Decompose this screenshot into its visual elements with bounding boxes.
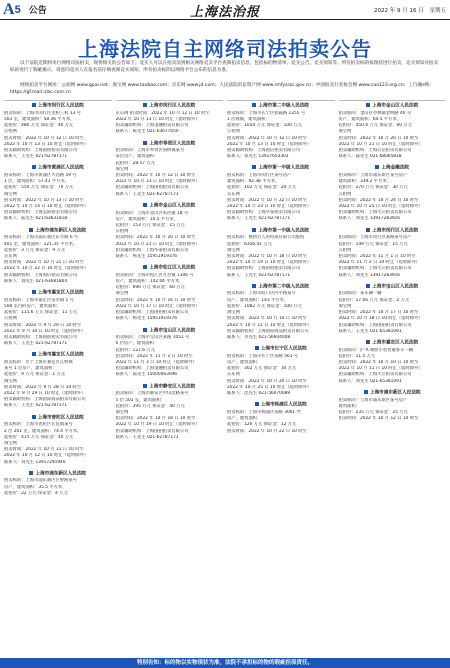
notice-line: 联系人：王先生 021-62787171 [4,403,68,409]
notice-line: 2022 年 10 月 17 日 10 时止（延时除外） [115,303,200,309]
notice-line: 联系人：王先生 021-62787171 [115,434,179,440]
notice-line: 拍卖标的：上海市普陀区长征镇某号 [4,422,73,428]
notice-line: 2022 年 10 月 25 日 10 时止（延时除外） [338,204,423,210]
notice-line: 5 层 501 室，建筑面积： [115,397,165,403]
notice-line: 起拍价：270 万元 保证金：30 万元 [338,185,408,191]
notice-court-title: 上海市黄浦区人民法院 [4,165,112,172]
notice-line: 拍卖辅助机构：上海金融拍卖有限公司 [115,366,189,372]
notice-line: 拍卖时间：2022 年 10 月 24 日 10 时至 [227,378,307,384]
notice-line: 拍卖时间：2022 年 10 月 13 日 10 时至 [4,197,84,203]
auction-notice [4,290,112,347]
page-header [0,0,450,20]
notice-line: 京东网 [4,253,17,259]
notice-line: 6 层房产，建筑面积： [115,341,159,347]
notice-line: 起拍价：415 万元 保证金：40 万元 [4,434,74,440]
auction-notice [4,415,112,466]
notice-line: 淘宝网 [115,409,129,415]
notice-line: 联系人：王先生 021-62787171 [227,272,291,278]
auction-notice [227,165,335,222]
notice-line: 京东网 [227,191,240,197]
notice-line: 拍卖时间：2022 年 10 月 12 日 10 时至 [4,135,84,141]
auction-notice [227,346,335,397]
notice-line: 联系人：杨先生 15951919376 [115,253,178,259]
notice-line: 房产，建筑面积：143 平方米， [227,297,289,303]
notice-line: 拍卖时间：2022 年 11 月 2 日 10 时至 [115,353,193,359]
auction-notice [227,284,335,341]
notice-line: 拍卖时间：2022 年 10 月 18 日 10 时至 [115,416,196,422]
notice-line: 起拍价：3 万元 保证金：9 万元 [4,247,66,253]
notice-line: 1 层，建筑面积：57.41 平方米， [4,179,70,185]
auction-notice [339,284,447,335]
notice-line: 拍卖辅助机构：上海华泰拍卖有限公司 [227,210,301,216]
notice-line: 拍卖标的：上海市嘉定区安亭镇 1 号 [4,297,74,303]
notice-court-title: 上海市浦东新区人民法院 [4,228,112,235]
notice-line: 联系人：刘先生 021-65381091 [338,378,402,384]
notice-court-title: 上海市嘉定区人民法院 [339,340,447,347]
notice-line: 2022 年 10 月 25 日 10 时止（延时除外） [227,384,312,390]
notice-line: 淘宝网 [115,291,129,297]
notice-line: 联系人：刘先生 021-63681804 [4,278,68,284]
notice-line: 拍卖标的：某车辆一辆 [338,291,382,297]
notice-line: 联系人：王先生 021-62787171 [4,154,68,160]
notice-line: 2022 年 10 月 23 日 10 时止（延时除外） [227,204,312,210]
platform-links-paragraph: 网络拍卖平台网址：公拍网 www.gpai.net；淘宝网 www.taobao.com；京东网 www.jd.com；人民法院诉讼资产网 www.rmfysszc.gov.cn；中国拍卖行业协会网 www.caa123.org.cn；工行融e购：https://gf.mall.icbc.com.cn [10,83,435,95]
notice-court-title: 上海市第一中级人民法院 [227,165,335,172]
notice-line: 拍卖标的：上海市浦东新区某号房产 [338,397,408,403]
notice-line: 联系人：刘先生 13917283916 [338,216,401,222]
notice-line: 拍卖辅助机构：上海国际商品拍卖有限公司 [4,397,86,403]
notice-court-title: 上海市金山区人民法院 [339,103,447,110]
notice-line: 拍卖时间：2022 年 10 月 12 日 10 时至 [115,173,196,179]
notice-line: 淘宝网 [115,166,129,172]
notice-line: 房产，建筑面积： [227,360,262,366]
notice-line: 建筑面积： [338,403,360,409]
notice-columns [4,100,446,656]
auction-notice [339,340,447,385]
intro-paragraph: 以下法院近期将举行网络司法拍卖，现将相关的公告如下。竞买人可以在拍卖前到相关网络竞卖平台查阅拍卖信息，包括标的物清单、竞买公告、竞买须知等。所有拍卖标的按现状进行拍卖，竞买须知对拍卖标的进行了瑕疵揭示。请意向竞买人在报名前仔细查阅竞买须知、所有拍卖标的以网络平台公布的信息为准。 [10,61,439,73]
notice-line: 起拍价：17.66 万元 保证金：2 万元 [338,297,410,303]
notice-line: 联系人：沈先生 021-56070089 [227,391,291,397]
notice-column [4,100,112,656]
auction-notice [227,402,335,435]
notice-line: 拍卖辅助机构：上海国拍拍卖有限公司 [115,185,189,191]
notice-court-title: 上海市闵行区人民法院 [339,228,447,235]
notice-line: 2022 年 10 月 21 日 10 时止（延时除外） [338,141,423,147]
notice-line: 淘宝网 [227,247,240,253]
notice-line: 2022 年 10 月 22 日 10 时止（延时除外） [4,266,89,272]
notice-column [339,100,447,656]
notice-line: 联系人：王先生 021-65381091 [338,328,402,334]
auction-notice [227,228,335,279]
notice-court-title: 上海市嘉定区人民法院 [4,290,112,297]
notice-line: 公拍网 [338,247,352,253]
notice-line: 起拍价：9 万元 保证金：1 万元 [4,372,66,378]
notice-line: 拍卖时间：2022 年 11 月 1 日 10 时至 [338,253,416,259]
notice-line: 508 室内的房产，建筑面积： [4,303,61,309]
notice-line: 联系人：刘先生 13917283916 [338,272,401,278]
notice-line: 起拍价：450.4 万元 保证金：60 万元 [338,123,412,129]
page-number-badge [0,0,21,20]
notice-line: 拍卖时间：2022 年 10 月 11 日 10 时至 [4,447,84,453]
notice-line: 拍卖辅助机构：上海国信拍卖有限公司 [227,147,301,153]
auction-notice [4,228,112,285]
notice-line: 拍卖时间：2022 年 10 月 20 日 10 时至 [115,235,196,241]
notice-line: 拍卖辅助机构：上海金融拍卖有限公司 [115,123,189,129]
notice-line: 拍卖标的：上海市长宁区仙霞路 1355 号 [227,110,306,116]
notice-line: 拍卖标的：上海市闵行区某号房产 [227,173,292,179]
notice-line: 拍卖辅助机构：上海国拍拍卖有限公司 [227,266,301,272]
auction-notice [339,103,447,160]
notice-line: 2022 年 10 月 18 日 10 时止（延时除外） [338,316,423,322]
notice-line: 起拍价：115.6 万元 保证金：11 万元 [4,310,78,316]
notice-line: 起拍价：395 万元 保证金：40 万元 [115,403,185,409]
notice-court-title: 上海市松江区人民法院 [116,265,224,272]
notice-line: 拍卖时间：2022 年 10 月 16 日 10 时至 [115,297,196,303]
notice-line: 公拍网 [227,129,240,135]
notice-court-title: 上海市宝山区人民法院 [116,328,224,335]
notice-line: 2022 年 10 月 11 日 10 时止（延时除外） [227,322,312,328]
notice-line: 401 室，建筑面积：121.35 平方米， [4,241,78,247]
notice-line: 2022 年 10 月 19 日 10 时止（延时除外） [115,422,200,428]
notice-line: 拍卖时间：2022 年 10 月 12 日 10 时至 [227,135,307,141]
notice-line: 起拍价：127.6 万元 [115,347,155,353]
notice-line: 拍卖标的：上海市静安区中山北路某号 [115,391,189,397]
notice-line: 拍卖辅助机构：上海弘阳拍卖有限公司 [4,210,78,216]
notice-line: 建筑面积：92.38 平方米， [227,179,280,185]
notice-line: 拍卖辅助机构：上海华泰拍卖有限公司 [115,247,189,253]
notice-court-title: 上海市第二中级人民法院 [227,284,335,291]
auction-notice [4,471,112,497]
notice-court-title: 上海市嘉定区人民法院 [4,352,112,359]
notice-line: 公拍网 [4,129,17,135]
notice-court-title: 上海市浦东新区人民法院 [4,471,112,478]
notice-line: 2022 年 10 月 12 日 10 时止（延时除外） [4,453,89,459]
notice-line: 淘宝网 [227,310,240,316]
notice-line: 联系人：陆先生 021-68085818 [338,154,402,160]
notice-line: 起拍价：302 万元 保证金：30 万元 [227,366,297,372]
notice-line: 淘宝网 [338,129,352,135]
notice-line: 淘宝网 [338,303,352,309]
notice-line: 拍卖标的：上海市浦东新区巨野路某号 [4,478,78,484]
notice-line: 2022 年 11 月 2 日 10 时止（延时除外） [338,260,420,266]
auction-notice [227,103,335,160]
auction-notice [116,141,224,198]
notice-line: 2022 年 10 月 14 日 10 时止（延时除外） [4,204,89,210]
auction-notice [339,390,447,423]
notice-line: 拍卖时间：2022 年 10 月 21 日 10 时至 [4,260,84,266]
notice-court-title: 上海市杨浦区人民法院 [227,402,335,409]
notice-line: 淘宝网 [4,378,17,384]
auction-notice [4,352,112,409]
notice-line: 起拍价：11.5 万元 [338,353,376,359]
notice-line: 京东网 拍卖时间：2022 年 10 月 12 日 10 时至 [115,110,210,116]
footer-notice: 特别告知：标的物以实物现状为准，法院不承担标的物的瑕疵担保责任。 [0,658,450,668]
section-label: 公告 [28,6,47,16]
notice-line: 房产，建筑面积： [227,416,262,422]
notice-line: 2022 年 9 月 29 日 10 时止（延时除外） [4,391,86,397]
notice-line: 2022 年 10 月 13 日 10 时止（延时除外） [4,141,89,147]
notice-line: 2022 年 10 月 13 日 10 时止（延时除外） [115,179,200,185]
notice-court-title: 上海市第二中级人民法院 [227,103,335,110]
notice-line: 联系人：陆先生 15000063096 [115,372,178,378]
notice-line: 起拍价：1054 万元 保证金：100 万元 [227,123,302,129]
notice-line: 起拍价：149 万元 保证金：15 万元 [338,241,408,247]
notice-line: 拍卖时间：2022 年 10 月 20 日 10 时至 [338,135,419,141]
notice-line: 公拍网 [4,316,17,322]
notice-line: 联系人：杨先生 15951919376 [115,316,178,322]
notice-line: 拍卖标的：上海市浦东新区某号房产 [338,173,408,179]
notice-court-title: 上海市宝山区人民法院 [339,284,447,291]
notice-line: 拍卖标的：沪 A 牌照小型普通客车一辆 [338,347,413,353]
notice-line: 拍卖辅助机构：上海大公拍卖有限公司 [338,266,412,272]
notice-line: 拍卖时间：2022 年 10 月 10 日 10 时至 [338,360,419,366]
notice-line: 淘宝网 [4,440,17,446]
notice-line: 联系人：王先生 021-62787171 [4,341,68,347]
notice-column [227,100,335,656]
notice-line: 拍卖标的：上海市杨浦区某路 3001 弄 [227,409,301,415]
notice-line: 拍卖时间：2022 年 10 月 22 日 10 时至 [227,428,307,434]
notice-line: 拍卖标的：上海市黄浦区大沽路 59 号 [4,173,77,179]
notice-line: 拍卖辅助机构：上海大公拍卖有限公司 [338,372,412,378]
notice-court-title: 上海市浦东新区人民法院 [339,390,447,397]
notice-line: 起拍价：480 万元 保证金：40 万元 [4,123,74,129]
notice-line: 503 室，建筑面积：58.36 平方米， [4,116,75,122]
notice-court-title: 上海市金山区人民法院 [116,203,224,210]
notice-line: 房产，建筑面积：35.5 平方米， [4,484,67,490]
notice-line: 某号 1 层房产，建筑面积： [4,366,57,372]
notice-column [116,100,224,656]
notice-court-title: 上海市闵行区人民法院 [4,103,112,110]
notice-line: 拍卖时间：2022 年 10 月 24 日 10 时至 [338,197,419,203]
notice-line: 拍卖辅助机构：上海国拍拍卖有限公司 [338,322,412,328]
notice-line: 拍卖辅助机构：上海国信拍卖有限公司 [4,272,78,278]
page-title: 上海法院自主网络司法拍卖公告 [78,37,372,61]
notice-line: 联系人：王先生 021-62787171 [227,216,291,222]
auction-notice [116,103,224,136]
notice-line: 起拍价：28.57 万元 [115,160,155,166]
notice-line: 拍卖辅助机构：上海国际商品拍卖有限公司 [227,328,309,334]
auction-notice [116,265,224,322]
notice-line: 起拍价：6356.41 万元 [227,241,272,247]
notice-line: 拍卖标的：上海市闵行区龙柏三村 13 号 [4,110,81,116]
notice-court-title: 上海市长宁区人民法院 [227,346,335,353]
notice-line: 起拍价：153 万元 保证金：15 万元 [115,222,185,228]
auction-notice [339,228,447,279]
notice-line: 2022 年 10 月 13 日 10 时止（延时除外） [115,116,200,122]
notice-line: 联系人：刘先生 13917291940 [4,459,66,465]
notice-line: 拍卖标的：上海市闵行区某路某号房产 [338,235,412,241]
notice-line: 拍卖辅助机构：上海国拍拍卖有限公司 [115,428,189,434]
notice-line: 拍卖标的：金山区亭林镇金明路 40 号 [338,110,412,116]
notice-line: 淘宝网 [4,191,17,197]
notice-line: 起拍价：1082 万元 保证金：100 万元 [227,303,302,309]
notice-line: 拍卖标的：上海市虹口区四平路某号 [227,291,296,297]
notice-line: 拍卖时间：2022 年 10 月 17 日 10 时至 [338,310,419,316]
notice-line: 起拍价：126 万元 保证金：12 万元 [227,422,297,428]
notice-line: 拍卖时间：2022 年 10 月 18 日 10 时至 [227,253,307,259]
auction-notice [116,328,224,379]
notice-line: 拍卖标的：上海市长宁区某路 561 号 [227,353,299,359]
notice-court-title: 上海市闵行区人民法院 [116,103,224,110]
notice-court-title: 上海市奉贤区人民法院 [116,141,224,148]
notice-line: 房产，建筑面积：142.04 平方米， [115,279,184,285]
notice-line: 联系人：李先生 021-56604008 [227,334,291,340]
notice-line: 京东网 [227,372,240,378]
notice-line: 2 层 201 室，建筑面积：74.4 平方米， [4,428,82,434]
notice-line: 起拍价：235 万元 保证金：25 万元 [338,409,408,415]
notice-line: 2022 年 10 月 13 日 10 时止（延时除外） [227,141,312,147]
notice-court-title: 上海市第一中级人民法院 [227,228,335,235]
date-text: 2022 年 9 月 16 日 [373,7,424,14]
notice-line: 2022 年 10 月 19 日 10 时止（延时除外） [227,260,312,266]
auction-notice [116,384,224,441]
auction-notice [4,165,112,222]
notice-line: 拍卖标的：上海市金山区朱泾镇 18 号 [115,210,189,216]
notice-line: 公拍网 [338,191,352,197]
notice-line: 2022 年 10 月 21 日 10 时止（延时除外） [115,241,200,247]
notice-line: 某层房产，建筑面积： [115,154,159,160]
notice-line: 拍卖标的：上海市松江区九亭镇 1306 号 [115,272,194,278]
notice-line: 起拍价：102 万元 保证金：20 万元 [227,185,297,191]
notice-line: 联系人：王先生 021-62787171 [115,191,179,197]
notice-line: 公拍网 [115,229,129,235]
notice-line: 拍卖时间：2022 年 9 月 29 日 10 时至 [4,322,82,328]
page-letter: A [3,0,14,18]
notice-line: 拍卖辅助机构：上海国拍拍卖有限公司 [4,334,78,340]
issue-date [370,6,450,14]
notice-line: 拍卖辅助机构：上海大公拍卖有限公司 [338,210,412,216]
notice-line: 拍卖时间：2022 年 10 月 12 日 10 时至 [338,416,419,422]
notice-line: 起拍价：550 万元 保证金：70 万元 [4,185,74,191]
notice-line: 联系人：陈先生 021-63677050 [115,129,179,135]
notice-line: 拍卖时间：2022 年 10 月 10 日 10 时至 [227,316,307,322]
notice-line: 拍卖标的：被执行人所持某有限公司股权 [227,235,305,241]
notice-line: 联系人：张先生 13917653303 [227,154,289,160]
notice-line: 房产，建筑面积：10.5 平方米， [115,216,178,222]
auction-notice [339,165,447,222]
notice-line: 起拍价：22 万元 保证金：4 万元 [4,490,68,496]
notice-line: 拍卖辅助机构：上海国拍拍卖有限公司 [4,147,78,153]
notice-line: 拍卖辅助机构：上海公信拍卖有限公司 [338,147,412,153]
notice-line: 拍卖时间：2022 年 10 月 22 日 10 时至 [227,197,307,203]
notice-line: 联系人：陆先生 021-63631818 [4,216,68,222]
notice-line: 1 层商铺，建筑面积： [227,116,270,122]
notice-line: 2022 年 9 月 30 日 10 时止（延时除外） [4,328,86,334]
page-number: 5 [14,3,21,16]
notice-line: 拍卖标的：上海市奉贤区南桥镇某号 [115,148,185,154]
notice-line: 2022 年 10 月 11 日 10 时止（延时除外） [338,366,423,372]
notice-line: 拍卖标的：上海市宝山区某路 1051 号 [115,335,190,341]
notice-line: 拍卖标的：上海市浦东新区东方路 6 号 [4,235,79,241]
notice-line: 拍卖标的：位于上海市嘉定区江桥镇 [4,360,73,366]
notice-line: 拍卖时间：2022 年 9 月 28 日 10 时至 [4,384,82,390]
notice-court-title: 上海金融法院 [339,165,447,172]
auction-notice [116,203,224,260]
notice-line: 房产，建筑面积：64.5 平方米， [338,116,401,122]
masthead: 上海法治报 [189,5,260,20]
notice-line: 拍卖辅助机构：上海国拍拍卖有限公司 [115,310,189,316]
notice-line: 起拍价：690 万元 保证金：60 万元 [115,285,185,291]
notice-line: 建筑面积：339.2 平方米， [338,179,391,185]
weekday-text: 星期五 [429,7,446,14]
auction-notice [4,103,112,160]
notice-court-title: 上海市普陀区人民法院 [4,415,112,422]
notice-court-title: 上海市静安区人民法院 [116,384,224,391]
notice-line: 2022 年 11 月 3 日 10 时止（延时除外） [115,360,197,366]
